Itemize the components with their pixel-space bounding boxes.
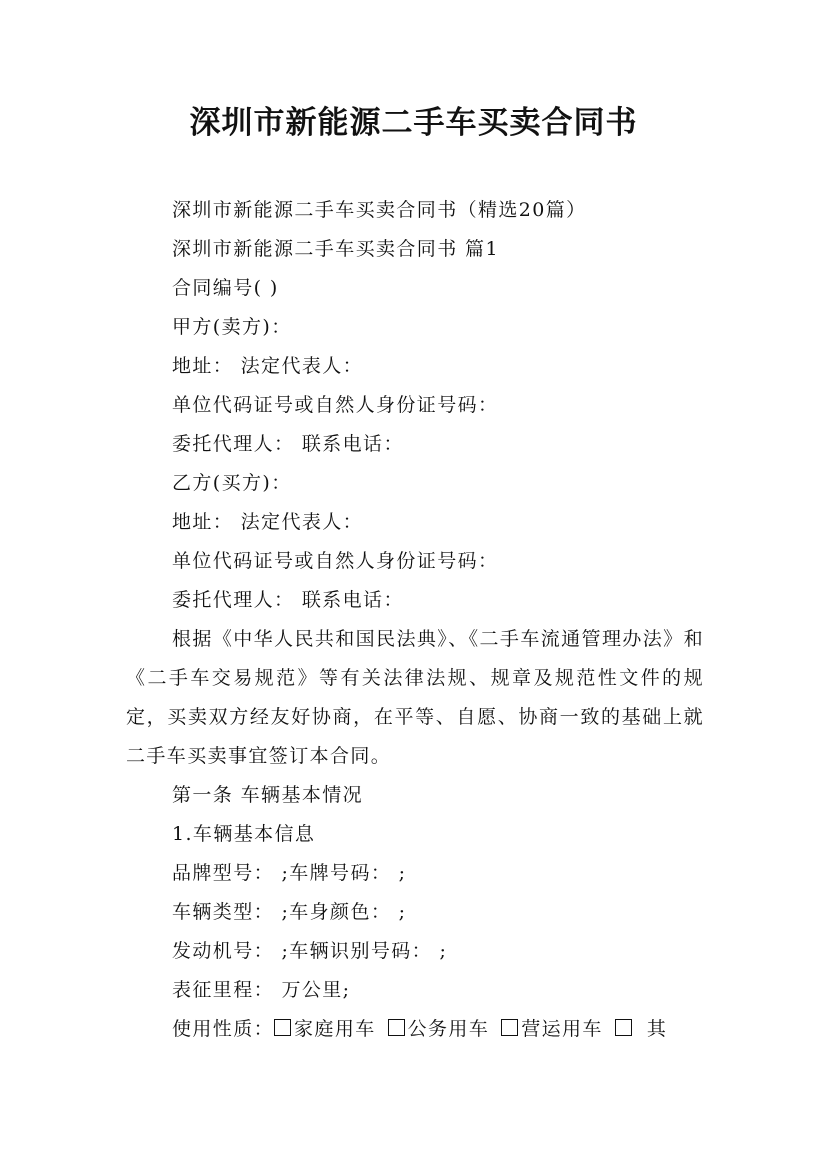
party-a-id-line: 单位代码证号或自然人身份证号码： [172, 394, 499, 416]
subtitle-line: 深圳市新能源二手车买卖合同书（精选20篇） [172, 199, 587, 221]
brand-plate-line: 品牌型号： ;车牌号码： ; [172, 862, 407, 884]
vehicle-info-heading: 1.车辆基本信息 [172, 823, 316, 845]
party-b-id-line: 单位代码证号或自然人身份证号码： [172, 550, 499, 572]
checkbox-other[interactable] [615, 1019, 632, 1036]
document-title: 深圳市新能源二手车买卖合同书 [189, 105, 638, 141]
checkbox-family[interactable] [274, 1019, 291, 1036]
checkbox-official[interactable] [388, 1019, 405, 1036]
usage-line [126, 1010, 704, 1049]
engine-vin-line: 发动机号： ;车辆识别号码： ; [172, 940, 448, 962]
party-b-line: 乙方(买方)： [172, 472, 292, 494]
usage-option-other: 其 [646, 1018, 668, 1040]
party-a-agent-line: 委托代理人： 联系电话： [172, 433, 404, 455]
article-one-heading: 第一条 车辆基本情况 [172, 784, 364, 806]
checkbox-commercial[interactable] [501, 1019, 518, 1036]
contract-number-line: 合同编号( ) [172, 277, 279, 299]
party-b-agent-line: 委托代理人： 联系电话： [172, 589, 404, 611]
party-a-line: 甲方(卖方)： [172, 316, 292, 338]
type-color-line: 车辆类型： ;车身颜色： ; [172, 901, 407, 923]
usage-option-family: 家庭用车 [294, 1018, 376, 1040]
party-b-address-line: 地址： 法定代表人： [172, 511, 364, 533]
usage-label: 使用性质： [172, 1018, 275, 1040]
document-body [126, 191, 704, 1049]
preamble-paragraph: 根据《中华人民共和国民法典》、《二手车流通管理办法》和《二手车交易规范》等有关法律法规、规章及规范性文件的规定，买卖双方经友好协商，在平等、自愿、协商一致的基础上就二手车买卖事宜签订本合同。 [126, 628, 704, 767]
usage-option-commercial: 营运用车 [521, 1018, 603, 1040]
usage-option-official: 公务用车 [407, 1018, 490, 1040]
party-a-address-line: 地址： 法定代表人： [172, 355, 364, 377]
mileage-line: 表征里程： 万公里; [172, 979, 351, 1001]
section-heading: 深圳市新能源二手车买卖合同书 篇1 [172, 238, 499, 260]
